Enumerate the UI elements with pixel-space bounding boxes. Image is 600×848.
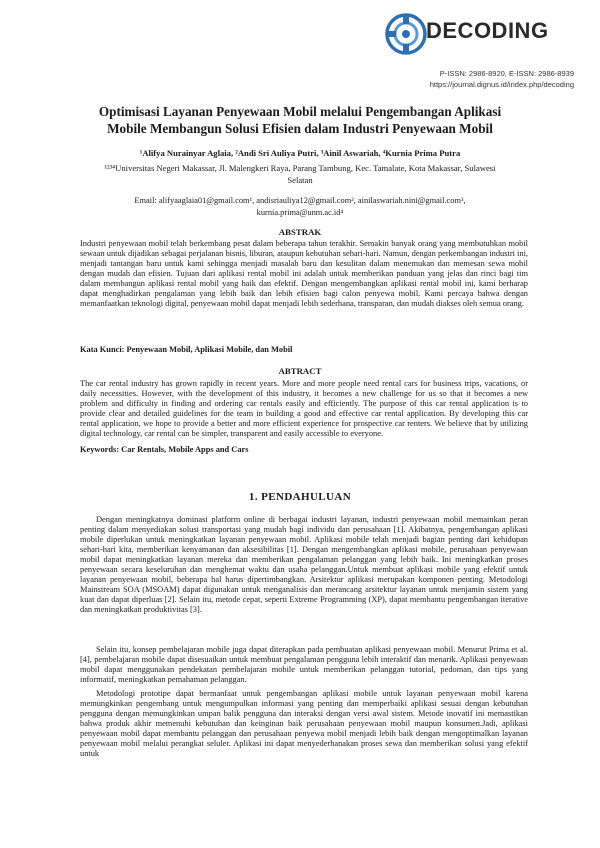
issn-text: P-ISSN: 2986-8920, E-ISSN: 2986-8939 — [439, 69, 574, 78]
abstrak-keywords: Kata Kunci: Penyewaan Mobil, Aplikasi Mobile, dan Mobil — [80, 345, 293, 354]
abstract-keywords: Keywords: Car Rentals, Mobile Apps and Cars — [80, 445, 249, 454]
abstract-text: The car rental industry has grown rapidly in recent years. More and more people need rental cars for business trips, vacations, or daily necessities. However, with the development of this industry, it becomes a new challenge for us so that it becomes a new problem and difficulty in finding and ordering car rentals easily and efficiently. The purpose of this car rental application is to provide clear and detailed guidelines for the team in building a good and effective car rental application. By developing this car rental application, we hope to provide a better and more efficient experience for prospective car renters. We believe that by utilizing digital technology, car rental can be simpler, transparent and easily accessible to everyone. — [80, 379, 528, 438]
paper-title-line-1: Optimisasi Layanan Penyewaan Mobil melalui Pengembangan Aplikasi — [98, 104, 502, 119]
logo-text: DECODING — [426, 18, 549, 43]
paper-title — [60, 103, 540, 137]
author-emails: Email: alifyaaglaia01@gmail.com¹, andisriauliya12@gmail.com², ainilaswariah.nini@gmail.com³, kurnia.prima@unm.ac.id⁴ — [134, 196, 466, 217]
body-paragraph-3: Metodologi prototipe dapat bermanfaat untuk pengembangan aplikasi mobile untuk layanan penyewaan mobil karena memungkinkan pengembang untuk mengumpulkan informasi yang penting dan memperbaiki aplikasi sesuai dengan kebutuhan pengguna dengan memungkinkan umpan balik pengguna dan interaksi dengan versi awal sistem. Metode inovatif ini memastikan bahwa produk akhir memenuhi kebutuhan dan keinginan baik perusahaan penyewaan mobil maupun konsumen.Jadi, aplikasi penyewaan mobil dapat membantu pelanggan dan perusahaan penyewa mobil menjadi lebih baik dengan mengoptimalkan layanan penyewaan mobil melalui perangkat seluler. Aplikasi ini dapat menyederhanakan proses sewa dan memberikan solusi yang efektif untuk — [80, 689, 528, 758]
body-paragraph-2: Selain itu, konsep pembelajaran mobile juga dapat diterapkan pada pembuatan aplikasi penyewaan mobil. Menurut Prima et al. [4], pembelajaran mobile dapat disesuaikan untuk membuat pengalaman pengguna lebih interaktif dan menarik. Aplikasi penyewaan mobil dapat menggunakan pendekatan pembelajaran mobile untuk memberikan pelanggan tutorial, pedoman, dan tips yang informatif, meningkatkan pemahaman pelanggan. — [80, 645, 528, 684]
author-list: ¹Alifya Nurainyar Aglaia, ²Andi Sri Auliya Putri, ³Ainil Aswariah, ⁴Kurnia Prima Putra — [139, 148, 461, 158]
abstrak-heading: ABSTRAK — [278, 227, 322, 237]
abstract-heading: ABTRACT — [278, 366, 322, 376]
paper-title-line-2: Mobile Membangun Solusi Efisien dalam Industri Penyewaan Mobil — [107, 121, 493, 136]
journal-logo — [384, 12, 574, 60]
section-title-pendahuluan: 1. PENDAHULUAN — [248, 491, 352, 503]
body-paragraph-1: Dengan meningkatnya dominasi platform online di berbagai industri layanan, industri penyewaan mobil memainkan peran penting dalam menyediakan solusi transportasi yang mudah bagi individu dan perusahaan [1]. Akibatnya, pengembangan aplikasi mobile diperlukan untuk meningkatkan layanan penyewaan mobil. Aplikasi mobile telah menjadi bagian penting dari kehidupan sehari-hari kita, memberikan kenyamanan dan aksesibilitas [1]. Dengan mengembangkan aplikasi mobile, perusahaan penyewaan mobil dapat meningkatkan layanan mereka dan memberikan pengalaman pelanggan yang lebih baik. Ini meningkatkan proses penyewaan secara keseluruhan dan menghemat waktu dan usaha pelanggan.Untuk membuat aplikasi mobile yang efektif untuk layanan penyewaan mobil, beberapa hal harus dipertimbangkan. Arsitektur aplikasi merupakan komponen penting. Metodologi Mainstream SOA (MSOAM) dapat digunakan untuk menganalisis dan merancang arsitektur layanan untuk menjamin sistem yang kuat dan dapat diperluas [2]. Selain itu, metode cepat, seperti Extreme Programming (XP), dapat membantu pengembangan iterative dan meningkatkan produktivitas [3]. — [80, 515, 528, 614]
decoding-logo-icon — [384, 12, 428, 56]
abstrak-text: Industri penyewaan mobil telah berkembang pesat dalam beberapa tahun terakhir. Semakin banyak orang yang membutuhkan mobil sewaan untuk dijadikan sebagai perjalanan bisnis, liburan, ataupun kebutuhan sehari-hari. Namun, dengan perkembangan industri ini, menjadi tantangan baru untuk kami sehingga menjadi masalah baru dan kesulitan dalam menemukan dan memesan sewa mobil dengan mudah dan efisien. Tujuan dari aplikasi rental mobil ini adalah untuk memberikan panduan yang jelas dan rinci bagi tim dalam membangun aplikasi rental mobil yang baik dan efektif. Dengan mengembangkan aplikasi rental mobil ini, kami berharap dapat menghadirkan pengalaman yang lebih baik dan lebih efisien bagi calon penyewa mobil. Kami percaya bahwa dengan memanfaatkan teknologi digital, penyewaan mobil dapat menjadi lebih sederhana, transparan, dan mudah diakses oleh semua orang. — [80, 239, 528, 308]
affiliation: ¹²³⁴Universitas Negeri Makassar, Jl. Malengkeri Raya, Parang Tambung, Kec. Tamalate, Kota Makassar, Sulawesi Selatan — [104, 163, 496, 185]
journal-url[interactable]: https://journal.dignus.id/index.php/decoding — [429, 80, 574, 89]
